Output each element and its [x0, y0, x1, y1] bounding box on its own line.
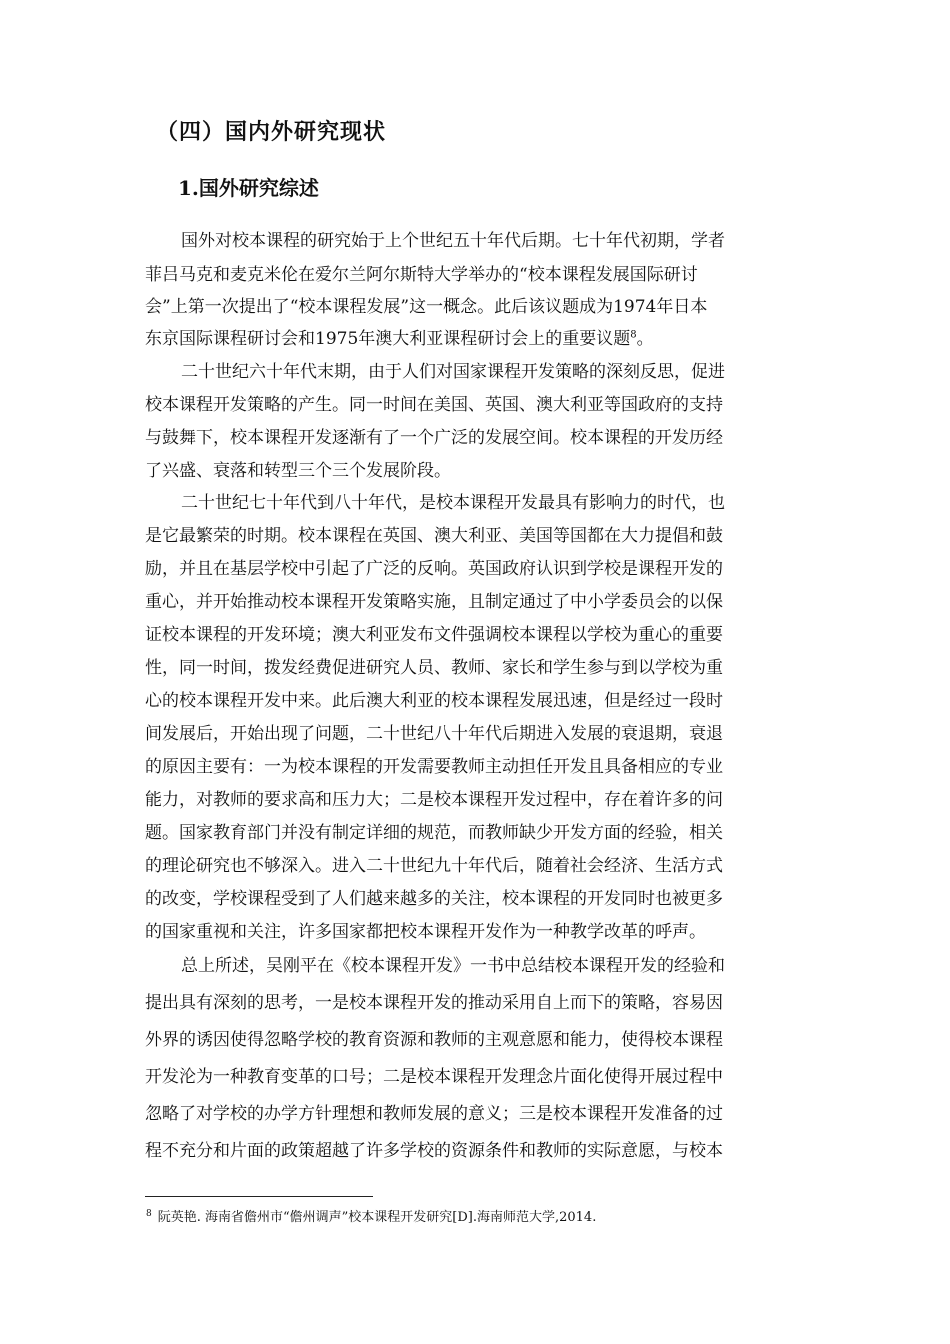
paragraph-line: 国外对校本课程的研究始于上个世纪五十年代后期。七十年代初期，学者 — [181, 231, 725, 251]
paragraph-line: 校本课程开发策略的产生。同一时间在美国、英国、澳大利亚等国政府的支持 — [145, 395, 723, 415]
paragraph-line: 提出具有深刻的思考，一是校本课程开发的推动采用自上而下的策略，容易因 — [145, 993, 723, 1013]
paragraph-line: 证校本课程的开发环境；澳大利亚发布文件强调校本课程以学校为重心的重要 — [145, 625, 723, 645]
paragraph-line: 会”上第一次提出了“校本课程发展”这一概念。此后该议题成为1974年日本 — [145, 297, 708, 317]
footnote-ref-mark[interactable]: 8 — [630, 329, 637, 341]
paragraph-line: 总上所述，吴刚平在《校本课程开发》一书中总结校本课程开发的经验和 — [181, 956, 725, 976]
paragraph-line: 程不充分和片面的政策超越了许多学校的资源条件和教师的实际意愿，与校本 — [145, 1141, 723, 1161]
paragraph-line: 的理论研究也不够深入。进入二十世纪九十年代后，随着社会经济、生活方式 — [145, 856, 723, 876]
paragraph-line: 性，同一时间，拨发经费促进研究人员、教师、家长和学生参与到以学校为重 — [145, 658, 723, 678]
paragraph-line: 与鼓舞下，校本课程开发逐渐有了一个广泛的发展空间。校本课程的开发历经 — [145, 428, 723, 448]
paragraph-line: 心的校本课程开发中来。此后澳大利亚的校本课程发展迅速，但是经过一段时 — [145, 691, 723, 711]
paragraph-line: 二十世纪七十年代到八十年代，是校本课程开发最具有影响力的时代，也 — [181, 493, 725, 513]
section-title: （四）国内外研究现状 — [156, 119, 387, 145]
paragraph-line-end: 。 — [636, 329, 654, 349]
paragraph-line: 重心，并开始推动校本课程开发策略实施，且制定通过了中小学委员会的以保 — [145, 592, 723, 612]
paragraph-line: 的国家重视和关注，许多国家都把校本课程开发作为一种教学改革的呼声。 — [145, 922, 706, 942]
paragraph-line: 题。国家教育部门并没有制定详细的规范，而教师缺少开发方面的经验，相关 — [145, 823, 723, 843]
paragraph-line: 是它最繁荣的时期。校本课程在英国、澳大利亚、美国等国都在大力提倡和鼓 — [145, 526, 723, 546]
paragraph-line: 间发展后，开始出现了问题，二十世纪八十年代后期进入发展的衰退期，衰退 — [145, 724, 723, 744]
paragraph-line: 开发沦为一种教育变革的口号；二是校本课程开发理念片面化使得开展过程中 — [145, 1067, 723, 1087]
paragraph-line: 二十世纪六十年代末期，由于人们对国家课程开发策略的深刻反思，促进 — [181, 362, 725, 382]
footnote — [146, 1209, 596, 1227]
paragraph-line: 能力，对教师的要求高和压力大；二是校本课程开发过程中，存在着许多的问 — [145, 790, 723, 810]
paragraph-line: 忽略了对学校的办学方针理想和教师发展的意义；三是校本课程开发准备的过 — [145, 1104, 723, 1124]
paragraph-line: 的原因主要有：一为校本课程的开发需要教师主动担任开发且具备相应的专业 — [145, 757, 723, 777]
paragraph-line-with-ref — [145, 329, 654, 349]
paragraph-line: 菲吕马克和麦克米伦在爱尔兰阿尔斯特大学举办的“校本课程发展国际研讨 — [145, 265, 698, 285]
paragraph-line: 励，并且在基层学校中引起了广泛的反响。英国政府认识到学校是课程开发的 — [145, 559, 723, 579]
footnote-divider — [145, 1196, 373, 1197]
paragraph-line: 的改变，学校课程受到了人们越来越多的关注，校本课程的开发同时也被更多 — [145, 889, 723, 909]
footnote-mark: 8 — [146, 1208, 152, 1219]
footnote-text: 阮英艳. 海南省儋州市“儋州调声”校本课程开发研究[D].海南师范大学,2014. — [157, 1210, 597, 1225]
subsection-title: 1.国外研究综述 — [178, 176, 319, 200]
paragraph-line: 外界的诱因使得忽略学校的教育资源和教师的主观意愿和能力，使得校本课程 — [145, 1030, 723, 1050]
paragraph-line: 了兴盛、衰落和转型三个三个发展阶段。 — [145, 461, 451, 481]
paragraph-line-text: 东京国际课程研讨会和1975年澳大利亚课程研讨会上的重要议题 — [145, 329, 631, 349]
